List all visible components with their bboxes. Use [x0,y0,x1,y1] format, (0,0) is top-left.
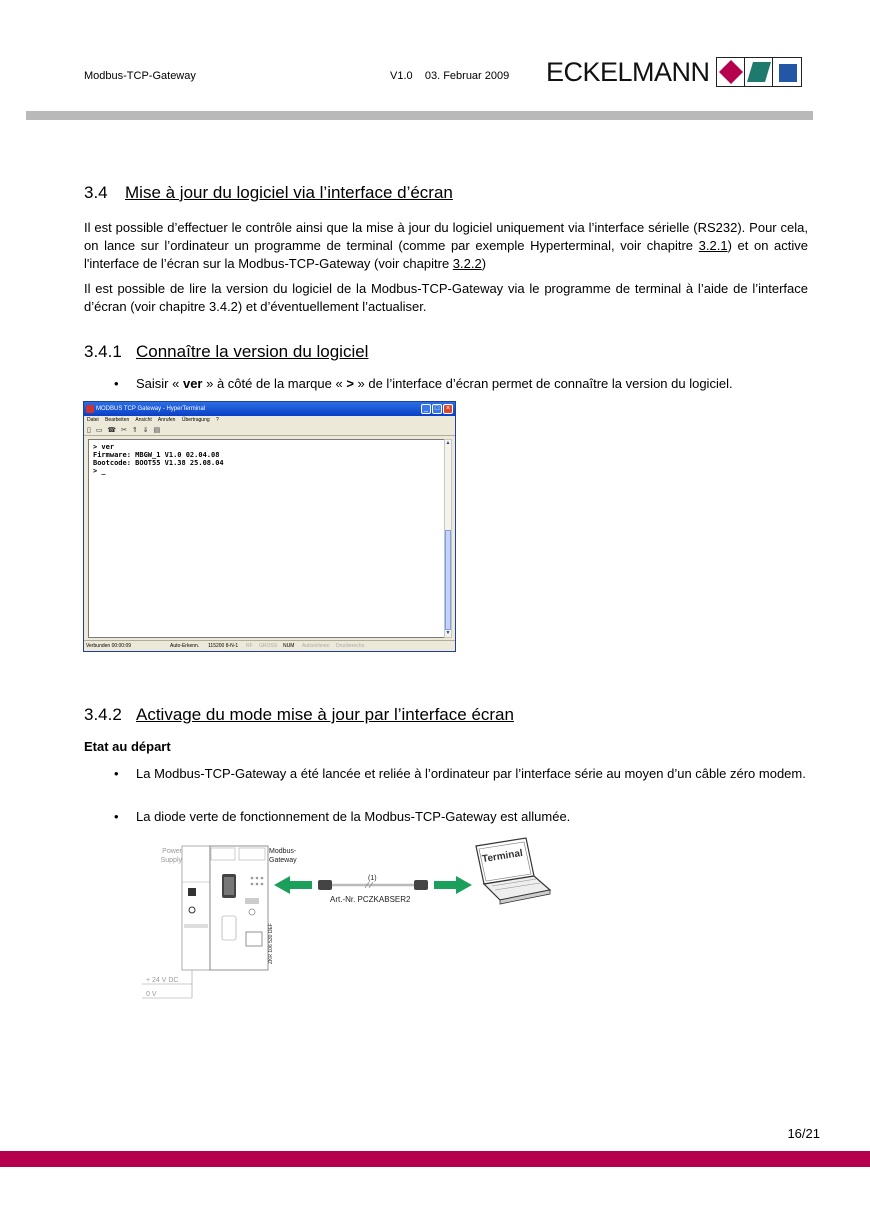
chapter-link-3-2-2[interactable]: 3.2.2 [452,256,482,271]
logo-square-blue [773,58,801,86]
hyperterminal-window [83,401,456,652]
para-text: ) et on active l'interface de l’écran sur la Modbus-TCP-Gateway (voir chapitre [84,238,808,271]
cable-article-number: Art.-Nr. PCZKABSER2 [330,895,411,904]
logo-diamond-icon [717,58,745,86]
phone-icon[interactable]: ☎ [107,427,117,434]
connection-diagram [140,836,560,1006]
scroll-thumb[interactable] [445,530,451,630]
toolbar [84,425,455,436]
terminal-line: > ver [93,443,115,451]
status-bar [84,640,455,651]
terminal-line: > _ [93,467,106,475]
section-3-4-paragraph-1 [84,219,808,273]
scroll-up-icon[interactable]: ▲ [445,440,451,446]
receive-icon[interactable]: ⇓ [142,427,149,434]
status-settings: 115200 8-N-1 [208,643,239,649]
cable-marker: (1) [368,875,377,882]
menu-ansicht[interactable]: Ansicht [135,417,152,423]
subheading-etat: Etat au départ [84,739,171,754]
terminal-label: Terminal [481,847,524,866]
menu-help[interactable]: ? [216,417,219,423]
section-title: Mise à jour du logiciel via l’interface d’écran [125,183,453,202]
page-number: 16/21 [787,1126,820,1141]
header-doc-title: Modbus-TCP-Gateway [84,70,196,82]
section-title: Activage du mode mise à jour par l’interface écran [136,705,514,724]
voltage-24v-label: + 24 V DC [146,977,179,984]
list-item [114,808,808,826]
scroll-down-icon[interactable]: ▼ [445,630,451,636]
terminal-line: Firmware: MBGW_1 V1.0 02.04.08 [93,451,220,459]
list-item [114,765,808,783]
list-item-text: La diode verte de fonctionnement de la Modbus-TCP-Gateway est allumée. [136,809,571,824]
terminal-line: Bootcode: BOOT55 V1.38 25.08.04 [93,459,224,467]
list-text: » à côté de la marque « [202,376,347,391]
logo-square-green [745,58,773,86]
send-icon[interactable]: ⇑ [131,427,138,434]
section-3-4-heading [84,183,453,203]
status-connected: Verbunden 00:00:09 [86,643,132,649]
menu-uebertragung[interactable]: Übertragung [181,417,210,423]
section-3-4-paragraph-2: Il est possible de lire la version du logiciel de la Modbus-TCP-Gateway via le programme de terminal à l’aide de l’interface d’écran (voir chapitre 3.4.2) et d’éventuellement l’actualiser. [84,281,808,314]
disconnect-icon[interactable]: ✂ [121,427,127,434]
list-text: » de l’interface d’écran permet de connaître la version du logiciel. [353,376,733,391]
app-icon [86,405,94,413]
para-text: ) [481,256,487,271]
header-divider [26,111,813,120]
window-controls [421,404,453,414]
bullet-icon: • [114,376,119,391]
status-caps: GROSS [259,643,278,649]
window-titlebar [84,402,455,416]
logo-text: ECKELMANN [546,57,710,87]
open-folder-icon[interactable]: ▭ [95,427,103,434]
list-item [114,375,808,393]
list-text: Saisir « [136,376,183,391]
eckelmann-logo [546,57,802,87]
properties-icon[interactable]: ▤ [153,427,161,434]
status-scroll: RF [246,643,253,649]
status-num: NUM [283,643,295,649]
status-capture: Aufzeichnen [302,643,330,649]
vertical-scrollbar[interactable] [444,439,452,638]
logo-square-red [717,58,745,86]
section-number: 3.4 [84,183,108,202]
window-title: MODBUS TCP Gateway - HyperTerminal [96,406,206,412]
section-3-4-1-heading [84,342,368,362]
list-item-text [136,375,808,393]
menu-datei[interactable]: Datei [87,417,99,423]
status-detect: Auto-Erkenn. [170,643,200,649]
device-code: ZKR 106 530 DEF [268,923,274,964]
power-supply-label: Power Supply [160,848,182,864]
status-echo: Druckerecho [336,643,365,649]
bullet-icon: • [114,766,119,781]
logo-square-icon [773,58,801,86]
section-3-4-2-heading [84,705,514,725]
menu-bar [84,416,455,425]
logo-parallelogram-icon [745,58,773,86]
para-text: Il est possible d’effectuer le contrôle ainsi que la mise à jour du logiciel uniquement via l’interface sérielle (RS232). Pour cela, on lance sur l’ordinateur un programme de terminal (comme par exemple Hyperterminal, voir chapitre [84,220,808,253]
gateway-label: Modbus- Gateway [269,848,297,864]
version-date-text: V1.0 03. Februar 2009 [390,70,510,82]
command-text: ver [182,376,203,391]
list-item-text: La Modbus-TCP-Gateway a été lancée et reliée à l’ordinateur par l’interface série au moyen d’un câble zéro modem. [136,766,806,781]
close-icon[interactable]: × [443,404,453,414]
prompt-mark: > [346,376,354,391]
bullet-icon: • [114,809,119,824]
minimize-icon[interactable]: _ [421,404,431,414]
menu-anrufen[interactable]: Anrufen [157,417,176,423]
logo-squares [716,57,802,87]
voltage-0v-label: 0 V [146,991,157,998]
footer-divider [0,1151,870,1167]
chapter-link-3-2-1[interactable]: 3.2.1 [698,238,728,253]
new-file-icon[interactable]: ▯ [87,427,91,434]
section-number: 3.4.1 [84,342,122,361]
section-number: 3.4.2 [84,705,122,724]
menu-bearbeiten[interactable]: Bearbeiten [105,417,130,423]
section-title: Connaître la version du logiciel [136,342,369,361]
header-version-date [390,70,509,82]
maximize-icon[interactable]: □ [432,404,442,414]
terminal-output[interactable] [88,439,445,638]
